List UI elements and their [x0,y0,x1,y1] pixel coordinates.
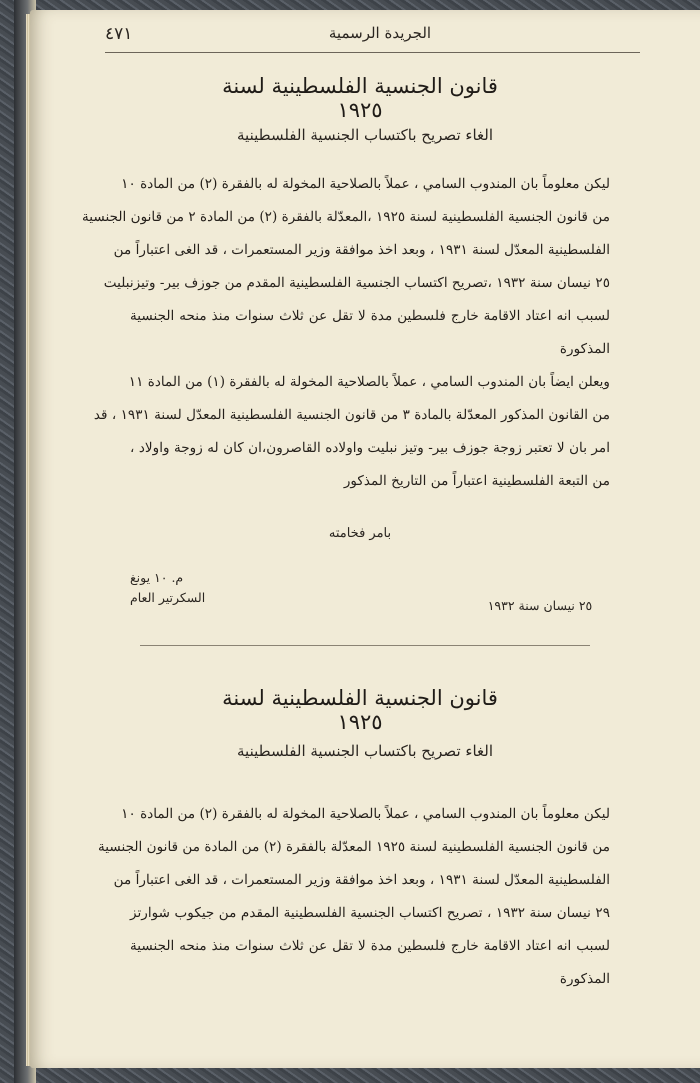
notice-1-paragraph-1 [82,168,610,366]
paragraph-line: المذكورة [559,341,610,357]
paragraph-line: المذكورة [559,971,610,987]
page-header [105,22,640,53]
section-divider [140,645,590,646]
paragraph-line: من التبعة الفلسطينية اعتباراً من التاريخ المذكور [343,473,610,489]
signatory-title: السكرتير العام [130,590,206,605]
notice-2-subtitle: الغاء تصريح باكتساب الجنسية الفلسطينية [237,742,493,760]
paragraph-line: من قانون الجنسية الفلسطينية لسنة ١٩٢٥ ،المعدّلة بالفقرة (٢) من المادة ٢ من قانون الجنسية [82,209,610,225]
paragraph-line: ويعلن ايضاً بان المندوب السامي ، عملاً بالصلاحية المخولة له بالفقرة (١) من المادة ١١ [128,374,610,390]
notice-2-paragraph-1 [98,798,610,996]
paragraph-line: لسبب انه اعتاد الاقامة خارج فلسطين مدة لا تقل عن ثلاث سنوات منذ منحه الجنسية [130,938,610,954]
notice-1-paragraph-2 [93,366,610,498]
notice-2-title: قانون الجنسية الفلسطينية لسنة ١٩٢٥ [222,686,498,734]
paragraph-line: من قانون الجنسية الفلسطينية لسنة ١٩٢٥ المعدّلة بالفقرة (٢) من المادة من قانون الجنسية [98,839,610,855]
signatory-initials: م. ١٠ يونغ [130,570,184,585]
paragraph-line: ٢٥ نيسان سنة ١٩٣٢ ،تصريح اكتساب الجنسية الفلسطينية المقدم من جوزف بير- وتيزنبليت [103,275,610,291]
journal-name: الجريدة الرسمية [328,24,432,42]
paragraph-line: ليكن معلوماً بان المندوب السامي ، عملاً بالصلاحية المخولة له بالفقرة (٢) من المادة ١٠ [121,806,610,822]
paragraph-line: الفلسطينية المعدّل لسنة ١٩٣١ ، وبعد اخذ موافقة وزير المستعمرات ، قد الغى اعتباراً من [113,242,610,258]
notice-1-title: قانون الجنسية الفلسطينية لسنة ١٩٢٥ [222,74,498,122]
paragraph-line: لسبب انه اعتاد الاقامة خارج فلسطين مدة لا تقل عن ثلاث سنوات منذ منحه الجنسية [130,308,610,324]
paragraph-line: من القانون المذكور المعدّلة بالمادة ٣ من قانون الجنسية الفلسطينية المعدّل لسنة ١٩٣١ ، قد [93,407,610,423]
notice-1-subtitle: الغاء تصريح باكتساب الجنسية الفلسطينية [237,126,493,144]
paragraph-line: ٢٩ نيسان سنة ١٩٣٢ ، تصريح اكتساب الجنسية الفلسطينية المقدم من جيكوب شوارتز [130,905,610,921]
by-order-line: بامر فخامته [328,526,392,541]
signature-block [130,568,250,608]
paragraph-line: ليكن معلوماً بان المندوب السامي ، عملاً بالصلاحية المخولة له بالفقرة (٢) من المادة ١٠ [121,176,610,192]
notice-date: ٢٥ نيسان سنة ١٩٣٢ [487,598,593,613]
page-number: ٤٧١ [105,24,133,44]
paragraph-line: امر بان لا تعتبر زوجة جوزف بير- وتيز نبليت واولاده القاصرون،ان كان له زوجة واولاد ، [130,440,610,456]
paragraph-line: الفلسطينية المعدّل لسنة ١٩٣١ ، وبعد اخذ موافقة وزير المستعمرات ، قد الغى اعتباراً من [113,872,610,888]
